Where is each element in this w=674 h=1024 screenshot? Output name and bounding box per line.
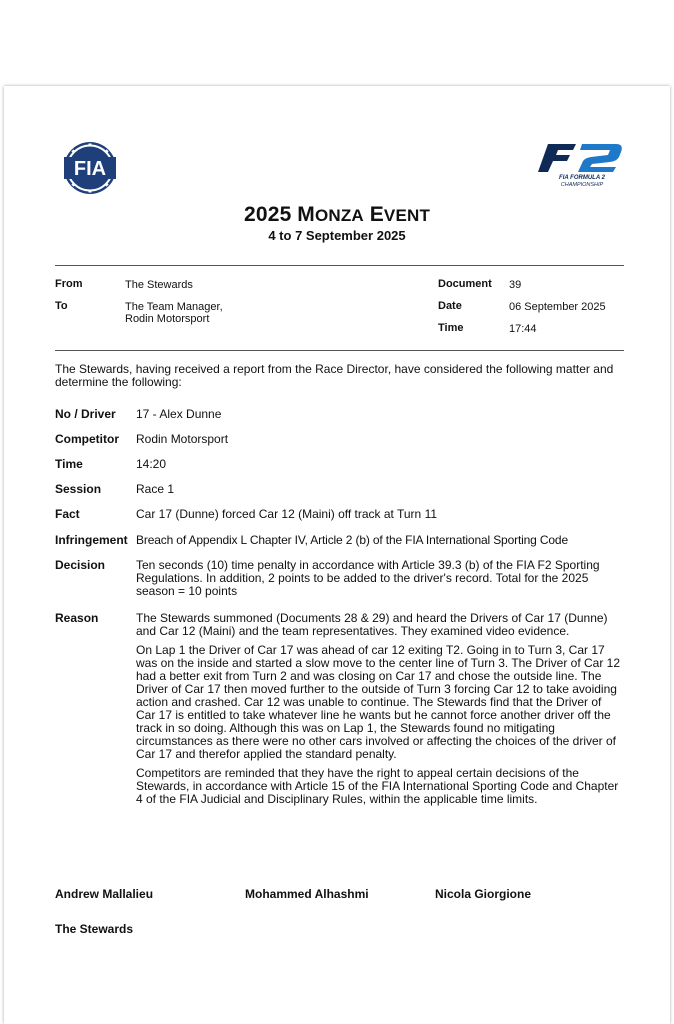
fact-value: Car 17 (Dunne) forced Car 12 (Maini) off track at Turn 11 bbox=[136, 507, 438, 521]
reason-body bbox=[136, 612, 622, 812]
time-of-incident-label: Time bbox=[55, 457, 83, 471]
to-label: To bbox=[55, 300, 68, 312]
document-label: Document bbox=[438, 278, 492, 290]
reason-paragraph-1: The Stewards summoned (Documents 28 & 29) and heard the Drivers of Car 17 (Dunne) and Car 12 (Maini) and the team representatives. They examined video evidence. bbox=[136, 611, 608, 638]
time-of-incident-value: 14:20 bbox=[136, 457, 167, 471]
document-number: 39 bbox=[509, 279, 522, 291]
event-title: 2025 MONZA EVENT bbox=[243, 203, 431, 226]
fact-label: Fact bbox=[55, 507, 80, 521]
from-label: From bbox=[55, 278, 83, 290]
stewards-footer: The Stewards bbox=[55, 922, 134, 936]
driver-label: No / Driver bbox=[55, 407, 116, 421]
session-label: Session bbox=[55, 482, 102, 496]
steward-signature-1: Andrew Mallalieu bbox=[55, 887, 154, 901]
reason-label: Reason bbox=[55, 611, 99, 625]
svg-text:CHAMPIONSHIP: CHAMPIONSHIP bbox=[560, 182, 604, 188]
screenshot-top-margin bbox=[0, 0, 674, 86]
decision-label: Decision bbox=[55, 558, 106, 572]
driver-value: 17 - Alex Dunne bbox=[136, 407, 222, 421]
infringement-value: Breach of Appendix L Chapter IV, Article 2 (b) of the FIA International Sporting Code bbox=[136, 533, 568, 547]
to-value-line1: The Team Manager, bbox=[125, 301, 223, 313]
intro-paragraph: The Stewards, having received a report from the Race Director, have considered the following matter and determine the following: bbox=[55, 362, 614, 389]
svg-text:FIA: FIA bbox=[73, 158, 107, 180]
f2-championship-logo bbox=[530, 142, 628, 188]
event-dates: 4 to 7 September 2025 bbox=[268, 228, 406, 243]
fia-logo bbox=[50, 140, 130, 196]
steward-signature-2: Mohammed Alhashmi bbox=[245, 887, 369, 901]
date-value: 06 September 2025 bbox=[509, 301, 606, 313]
header-divider-top bbox=[55, 265, 624, 266]
date-label: Date bbox=[438, 300, 462, 312]
steward-signature-3: Nicola Giorgione bbox=[435, 887, 532, 901]
competitor-value: Rodin Motorsport bbox=[136, 432, 229, 446]
session-value: Race 1 bbox=[136, 482, 175, 496]
document-page bbox=[4, 86, 670, 1024]
from-value: The Stewards bbox=[125, 279, 193, 291]
infringement-label: Infringement bbox=[55, 533, 128, 547]
header-divider-bottom bbox=[55, 350, 624, 351]
competitor-label: Competitor bbox=[55, 432, 119, 446]
time-value: 17:44 bbox=[509, 323, 537, 335]
reason-paragraph-2: On Lap 1 the Driver of Car 17 was ahead of car 12 exiting T2. Going in to Turn 3, Car 17 was on the inside and started a slow move to the center line of Turn 3. The Driver of Car 12 had a better exit from Turn 2 and was closing on Car 17 and chose the outside line. The Driver of Car 17 then moved further to the outside of Turn 3 forcing Car 12 to take avoiding action and crashed. Car 12 was unable to continue. The Stewards find that the Driver of Car 17 is entitled to take whatever line he wants but he cannot force another driver off the track in so doing. Although this was on Lap 1, the Stewards found no mitigating circumstances as there were no other cars involved or affecting the choices of the driver of Car 17 and therefor applied the standard penalty. bbox=[136, 643, 621, 761]
decision-value: Ten seconds (10) time penalty in accordance with Article 39.3 (b) of the FIA F2 Sporting Regulations. In addition, 2 points to be added to the driver's record. Total for the 2025 season = 10 points bbox=[136, 558, 600, 598]
reason-paragraph-3: Competitors are reminded that they have the right to appeal certain decisions of the Stewards, in accordance with Article 15 of the FIA International Sporting Code and Chapter 4 of the FIA Judicial and Disciplinary Rules, within the applicable time limits. bbox=[136, 766, 619, 806]
to-value-line2: Rodin Motorsport bbox=[125, 313, 210, 325]
time-label: Time bbox=[438, 322, 464, 334]
svg-text:FIA FORMULA 2: FIA FORMULA 2 bbox=[559, 175, 605, 181]
